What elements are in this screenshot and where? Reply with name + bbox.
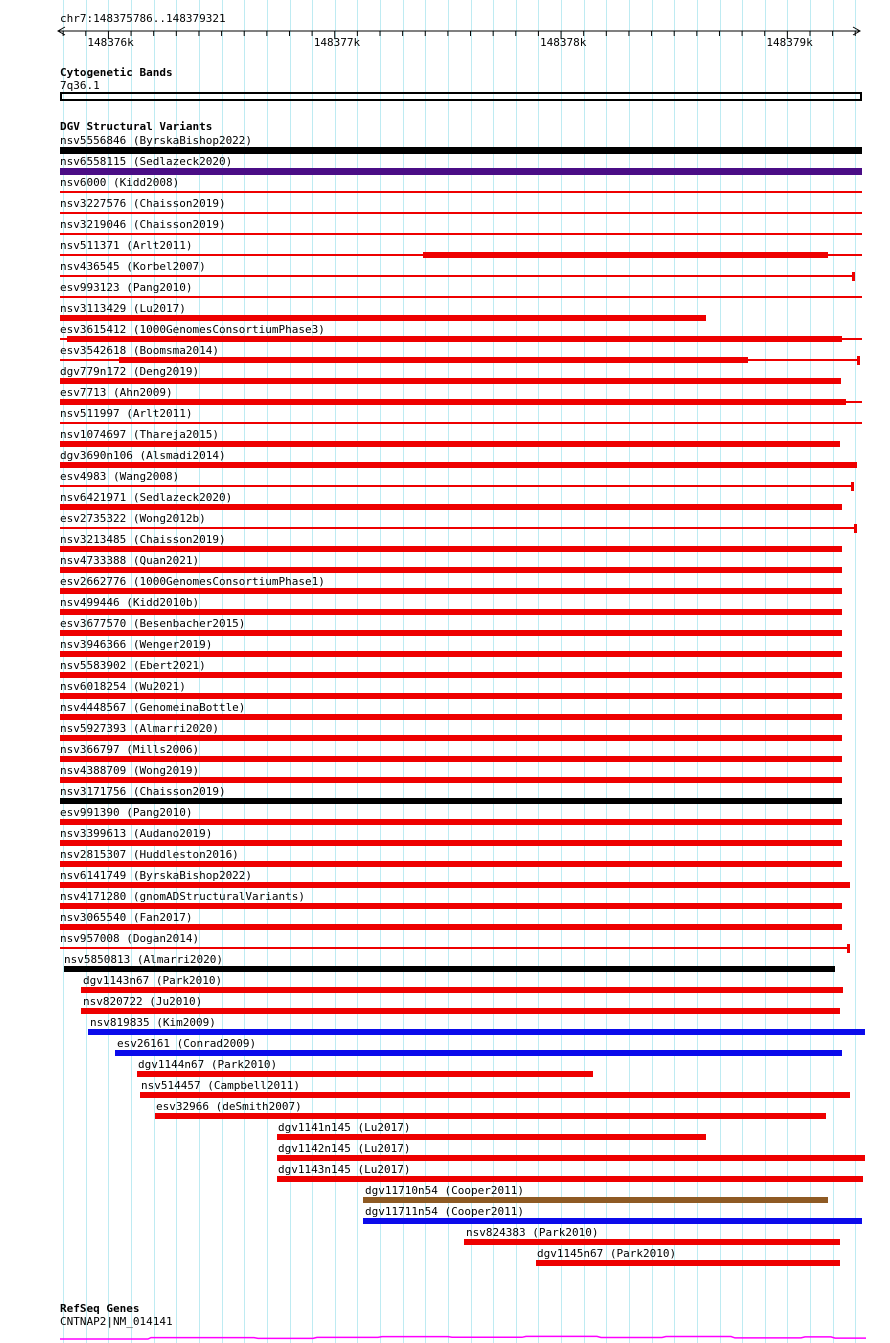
- variant-extent-line[interactable]: [60, 296, 862, 298]
- variant-label[interactable]: nsv4388709 (Wong2019): [60, 764, 200, 777]
- variant-bar[interactable]: [155, 1113, 826, 1119]
- variant-extent-line[interactable]: [60, 191, 862, 193]
- cytogenetic-section-title: Cytogenetic Bands: [60, 66, 173, 79]
- variant-bar[interactable]: [60, 168, 862, 175]
- variant-bar[interactable]: [60, 378, 841, 384]
- variant-label[interactable]: nsv2815307 (Huddleston2016): [60, 848, 239, 861]
- variant-label[interactable]: dgv1144n67 (Park2010): [138, 1058, 278, 1071]
- variant-bar[interactable]: [60, 714, 842, 720]
- variant-bar[interactable]: [60, 588, 842, 594]
- variant-label[interactable]: esv3615412 (1000GenomesConsortiumPhase3): [60, 323, 325, 336]
- variant-label[interactable]: nsv6018254 (Wu2021): [60, 680, 186, 693]
- variant-bar[interactable]: [60, 819, 842, 825]
- ruler-tick-label: 148378k: [540, 36, 587, 49]
- variant-bar[interactable]: [60, 924, 842, 930]
- variant-label[interactable]: dgv11711n54 (Cooper2011): [365, 1205, 524, 1218]
- variant-label[interactable]: nsv6000 (Kidd2008): [60, 176, 180, 189]
- variant-label[interactable]: nsv436545 (Korbel2007): [60, 260, 206, 273]
- variant-extent-line[interactable]: [60, 485, 852, 487]
- variant-bar[interactable]: [60, 651, 842, 657]
- variant-label[interactable]: esv4983 (Wang2008): [60, 470, 180, 483]
- variant-label[interactable]: nsv5927393 (Almarri2020): [60, 722, 219, 735]
- region-title: chr7:148375786..148379321: [60, 12, 226, 25]
- variant-bar[interactable]: [81, 1008, 840, 1014]
- variant-bar[interactable]: [60, 798, 842, 804]
- variant-bar[interactable]: [277, 1134, 706, 1140]
- variant-label[interactable]: dgv1142n145 (Lu2017): [278, 1142, 411, 1155]
- variant-bar[interactable]: [60, 777, 842, 783]
- variant-bar[interactable]: [464, 1239, 840, 1245]
- variant-label[interactable]: nsv366797 (Mills2006): [60, 743, 200, 756]
- variant-bar[interactable]: [60, 735, 842, 741]
- variant-label[interactable]: nsv3065540 (Fan2017): [60, 911, 193, 924]
- variant-label[interactable]: nsv957008 (Dogan2014): [60, 932, 200, 945]
- variant-extent-line[interactable]: [60, 422, 862, 424]
- variant-label[interactable]: nsv5556846 (ByrskaBishop2022): [60, 134, 253, 147]
- variant-label[interactable]: dgv3690n106 (Alsmadi2014): [60, 449, 226, 462]
- variant-bar[interactable]: [60, 462, 857, 468]
- variant-bar[interactable]: [60, 441, 840, 447]
- variant-label[interactable]: nsv3946366 (Wenger2019): [60, 638, 213, 651]
- variant-label[interactable]: esv3542618 (Boomsma2014): [60, 344, 219, 357]
- variant-label[interactable]: nsv3219046 (Chaisson2019): [60, 218, 226, 231]
- variant-label[interactable]: nsv819835 (Kim2009): [90, 1016, 216, 1029]
- variant-bar[interactable]: [277, 1176, 863, 1182]
- variant-extent-line[interactable]: [60, 233, 862, 235]
- variant-label[interactable]: nsv3113429 (Lu2017): [60, 302, 186, 315]
- variant-extent-line[interactable]: [60, 947, 848, 949]
- variant-bar[interactable]: [140, 1092, 850, 1098]
- variant-bar[interactable]: [60, 609, 842, 615]
- variant-label[interactable]: nsv6421971 (Sedlazeck2020): [60, 491, 233, 504]
- refseq-section-title: RefSeq Genes: [60, 1302, 140, 1315]
- variant-extent-line[interactable]: [60, 275, 853, 277]
- variant-label[interactable]: esv3677570 (Besenbacher2015): [60, 617, 246, 630]
- variant-bar[interactable]: [536, 1260, 840, 1266]
- variant-bar[interactable]: [363, 1218, 862, 1224]
- variant-bar[interactable]: [115, 1050, 842, 1056]
- variant-label[interactable]: dgv779n172 (Deng2019): [60, 365, 200, 378]
- variant-bar[interactable]: [67, 336, 842, 342]
- variant-bar[interactable]: [60, 672, 842, 678]
- variant-bar[interactable]: [60, 882, 850, 888]
- variant-label[interactable]: dgv1141n145 (Lu2017): [278, 1121, 411, 1134]
- variant-label[interactable]: nsv4171280 (gnomADStructuralVariants): [60, 890, 306, 903]
- variant-bar[interactable]: [60, 903, 842, 909]
- variant-label[interactable]: nsv3213485 (Chaisson2019): [60, 533, 226, 546]
- variant-label[interactable]: esv26161 (Conrad2009): [117, 1037, 257, 1050]
- gridline: [855, 0, 856, 1343]
- variant-bar[interactable]: [60, 147, 862, 154]
- variant-extent-line[interactable]: [60, 527, 855, 529]
- variant-label[interactable]: esv7713 (Ahn2009): [60, 386, 173, 399]
- variant-label[interactable]: nsv824383 (Park2010): [466, 1226, 599, 1239]
- variant-label[interactable]: nsv5583902 (Ebert2021): [60, 659, 206, 672]
- refseq-gene-model[interactable]: [0, 1328, 890, 1343]
- variant-bar[interactable]: [88, 1029, 865, 1035]
- variant-label[interactable]: nsv499446 (Kidd2010b): [60, 596, 200, 609]
- variant-label[interactable]: nsv3227576 (Chaisson2019): [60, 197, 226, 210]
- refseq-gene-label[interactable]: CNTNAP2|NM_014141: [60, 1315, 173, 1328]
- variant-label[interactable]: nsv1074697 (Thareja2015): [60, 428, 219, 441]
- cytoband-box: [60, 92, 862, 101]
- variant-extent-tick: [857, 356, 860, 365]
- variant-label[interactable]: nsv3399613 (Audano2019): [60, 827, 213, 840]
- variant-label[interactable]: nsv511371 (Arlt2011): [60, 239, 193, 252]
- variant-label[interactable]: nsv5850813 (Almarri2020): [64, 953, 223, 966]
- variant-label[interactable]: nsv4448567 (GenomeinaBottle): [60, 701, 246, 714]
- ruler-tick-label: 148376k: [87, 36, 134, 49]
- variant-extent-tick: [851, 482, 854, 491]
- variant-label[interactable]: nsv820722 (Ju2010): [83, 995, 203, 1008]
- variant-bar[interactable]: [60, 861, 842, 867]
- variant-bar[interactable]: [60, 399, 846, 405]
- dgv-section-title: DGV Structural Variants: [60, 120, 213, 133]
- variant-label[interactable]: esv32966 (deSmith2007): [156, 1100, 302, 1113]
- variant-bar[interactable]: [277, 1155, 865, 1161]
- variant-extent-tick: [847, 944, 850, 953]
- variant-bar[interactable]: [137, 1071, 593, 1077]
- variant-bar[interactable]: [60, 756, 842, 762]
- variant-bar[interactable]: [60, 504, 842, 510]
- variant-label[interactable]: dgv1145n67 (Park2010): [537, 1247, 677, 1260]
- variant-extent-tick: [852, 272, 855, 281]
- variant-label[interactable]: dgv11710n54 (Cooper2011): [365, 1184, 524, 1197]
- variant-label[interactable]: dgv1143n67 (Park2010): [83, 974, 223, 987]
- variant-bar[interactable]: [60, 630, 842, 636]
- variant-label[interactable]: nsv514457 (Campbell2011): [141, 1079, 300, 1092]
- variant-label[interactable]: nsv6141749 (ByrskaBishop2022): [60, 869, 253, 882]
- variant-bar[interactable]: [423, 252, 828, 258]
- variant-bar[interactable]: [64, 966, 835, 972]
- ruler-tick-label: 148379k: [766, 36, 813, 49]
- variant-bar[interactable]: [81, 987, 843, 993]
- variant-bar[interactable]: [60, 567, 842, 573]
- variant-bar[interactable]: [60, 693, 842, 699]
- variant-label[interactable]: nsv4733388 (Quan2021): [60, 554, 200, 567]
- variant-label[interactable]: nsv3171756 (Chaisson2019): [60, 785, 226, 798]
- variant-label[interactable]: esv993123 (Pang2010): [60, 281, 193, 294]
- cytoband-label: 7q36.1: [60, 79, 100, 92]
- variant-extent-line[interactable]: [60, 212, 862, 214]
- variant-label[interactable]: esv991390 (Pang2010): [60, 806, 193, 819]
- variant-bar[interactable]: [363, 1197, 828, 1203]
- variant-bar[interactable]: [119, 357, 748, 363]
- variant-bar[interactable]: [60, 315, 706, 321]
- variant-label[interactable]: nsv6558115 (Sedlazeck2020): [60, 155, 233, 168]
- variant-bar[interactable]: [60, 840, 842, 846]
- ruler-tick-label: 148377k: [313, 36, 361, 49]
- variant-label[interactable]: esv2662776 (1000GenomesConsortiumPhase1): [60, 575, 325, 588]
- variant-bar[interactable]: [60, 546, 842, 552]
- variant-label[interactable]: dgv1143n145 (Lu2017): [278, 1163, 411, 1176]
- variant-extent-tick: [854, 524, 857, 533]
- variant-label[interactable]: esv2735322 (Wong2012b): [60, 512, 206, 525]
- variant-label[interactable]: nsv511997 (Arlt2011): [60, 407, 193, 420]
